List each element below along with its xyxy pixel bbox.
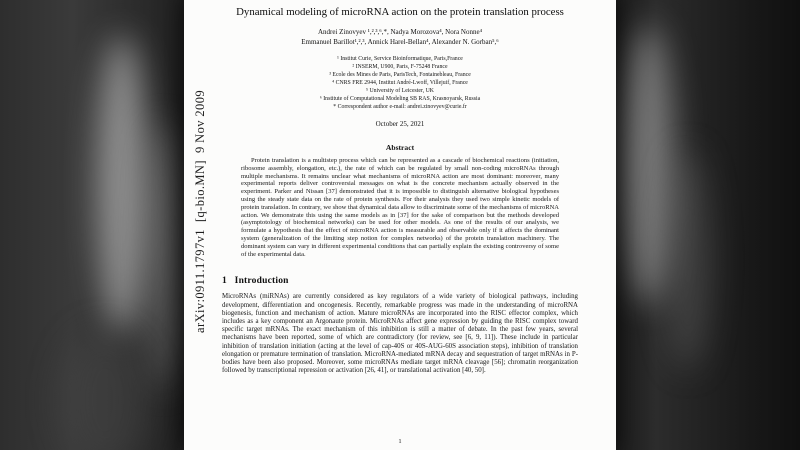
correspondent-email-line: * Correspondent author e-mail: andrei.zinovyev@curie.fr bbox=[333, 104, 467, 110]
abstract-text: Protein translation is a multistep process which can be represented as a cascade of biochemical reactions (initiation, ribosome assembly, elongation, etc.), the rate of which can be regulated by small non-coding microRNAs through multiple mechanisms. It remains unclear what mechanisms of microRNA action are most dominant: moreover, many experimental reports deliver controversial messages on what is the concrete mechanism actually observed in the experiment. Parker and Nissan [37] demonstrated that it is impossible to distinguish alternative biological hypotheses using the steady state data on the rate of protein synthesis. For their analysis they used two simple kinetic models of protein translation. In contrary, we show that dynamical data allow to discriminate some of the mechanisms of microRNA action. We demonstrate this using the same models as in [37] for the sake of comparison but the methods developed (asymptotology of biochemical networks) can be used for other models. As one of the results of our analysis, we formulate a hypothesis that the effect of microRNA action is measurable and observable only if it affects the dominant system (generalization of the limiting step notion for complex networks) of the protein translation machinery. The dominant system can vary in different experimental conditions that can partially explain the existing controversy of some of the experimental data. bbox=[241, 157, 559, 258]
affiliation-4: ⁴ CNRS FRE 2944, Institut André-Lwoff, Villejuif, France bbox=[332, 80, 468, 86]
paper-page bbox=[184, 0, 616, 450]
introduction-paragraph: MicroRNAs (miRNAs) are currently considered as key regulators of a wide variety of biological pathways, including development, differentiation and oncogenesis. Recently, remarkable progress was made in the understanding of microRNA biogenesis, function and mechanism of action. Mature microRNAs are incorporated into the RISC effector complex, which includes as a key component an Argonaute protein. MicroRNAs affect gene expression by guiding the RISC complex toward specific target mRNAs. The exact mechanism of this inhibition is still a matter of debate. In the past few years, several mechanisms have been reported, some of which are contradictory (for review, see [6, 9, 11]). These include in particular inhibition of translation initiation (acting at the level of cap-40S or 40S-AUG-60S association steps), inhibition of translation elongation or premature termination of translation. MicroRNA-mediated mRNA decay and sequestration of target mRNAs in P-bodies have been also proposed. Moreover, some microRNAs mediate target mRNA cleavage [56]; chromatin reorganization followed by transcriptional repression or activation [26, 41], or translational activation [40, 50]. bbox=[222, 293, 578, 375]
page-number: 1 bbox=[398, 438, 402, 445]
paper-title: Dynamical modeling of microRNA action on the protein translation process bbox=[236, 6, 564, 18]
affiliation-6: ⁶ Institute of Computational Modeling SB RAS, Krasnoyarsk, Russia bbox=[319, 96, 481, 102]
author-line-2: Emmanuel Barillot¹,²,³, Annick Harel-Bellan⁴, Alexander N. Gorban⁵,⁶ bbox=[301, 37, 499, 46]
paper-content bbox=[184, 0, 616, 450]
affiliation-5: ⁵ University of Leicester, UK bbox=[366, 88, 434, 94]
affiliations-block bbox=[184, 55, 616, 111]
background-blur-left-2 bbox=[148, 120, 178, 390]
background-blur-left-1 bbox=[96, 35, 148, 335]
paper-date: October 25, 2021 bbox=[375, 120, 425, 128]
affiliation-1: ¹ Institut Curie, Service Bioinformatique, Paris,France bbox=[337, 56, 463, 62]
affiliation-3: ³ Ecole des Mines de Paris, ParisTech, Fontainebleau, France bbox=[329, 72, 471, 78]
affiliation-2: ² INSERM, U900, Paris, F-75248 France bbox=[352, 64, 448, 70]
background-blur-right-2 bbox=[666, 150, 710, 370]
section-1-heading: 1 Introduction bbox=[222, 276, 289, 287]
arxiv-watermark: arXiv:0911.1797v1 [q-bio.MN] 9 Nov 2009 bbox=[193, 90, 207, 333]
abstract-heading: Abstract bbox=[385, 143, 415, 152]
author-line-1: Andrei Zinovyev ¹,²,³,⁶,*, Nadya Morozova⁴, Nora Nonne⁴ bbox=[317, 28, 483, 36]
